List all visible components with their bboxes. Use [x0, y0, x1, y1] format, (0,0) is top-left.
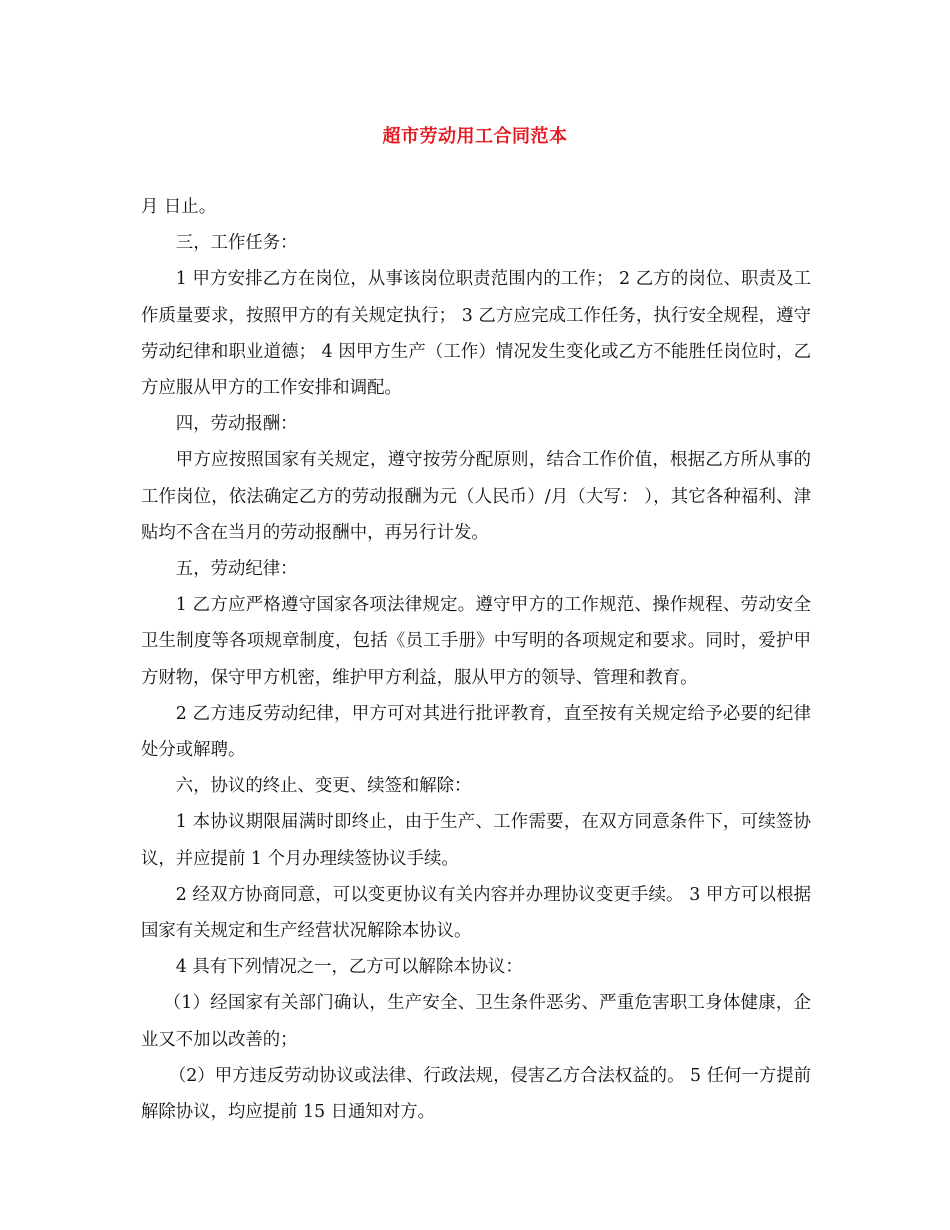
paragraph-discipline-1: 1 乙方应严格遵守国家各项法律规定。遵守甲方的工作规范、操作规程、劳动安全卫生制度等各项规章制度，包括《员工手册》中写明的各项规定和要求。同时，爱护甲方财物，保守甲方机密，维护甲方利益，服从甲方的领导、管理和教育。 [141, 595, 811, 688]
section-heading-remuneration: 四，劳动报酬： [175, 414, 298, 435]
paragraph-work-tasks: 1 甲方安排乙方在岗位，从事该岗位职责范围内的工作； 2 乙方的岗位、职责及工作质量要求，按照甲方的有关规定执行； 3 乙方应完成工作任务，执行安全规程，遵守劳动纪律和职业道德； 4 因甲方生产（工作）情况发生变化或乙方不能胜任岗位时，乙方应服从甲方的工作安排和调配。 [141, 269, 811, 399]
list-item-condition-2: （2）甲方违反劳动协议或法律、行政法规，侵害乙方合法权益的。 5 任何一方提前解除协议，均应提前 15 日通知对方。 [141, 1065, 811, 1123]
paragraph-discipline-2: 2 乙方违反劳动纪律，甲方可对其进行批评教育，直至按有关规定给予必要的纪律处分或解聘。 [141, 703, 811, 761]
paragraph-termination-2: 2 经双方协商同意，可以变更协议有关内容并办理协议变更手续。 3 甲方可以根据国家有关规定和生产经营状况解除本协议。 [141, 884, 811, 942]
document-title: 超市劳动用工合同范本 [382, 126, 568, 147]
section-heading-termination: 六，协议的终止、变更、续签和解除： [175, 776, 472, 797]
paragraph-remuneration: 甲方应按照国家有关规定，遵守按劳分配原则，结合工作价值，根据乙方所从事的工作岗位，依法确定乙方的劳动报酬为元（人民币）/月（大写： ），其它各种福利、津贴均不含在当月的劳动报酬中，再另行计发。 [141, 450, 811, 543]
section-heading-discipline: 五，劳动纪律： [175, 559, 298, 580]
section-heading-work-tasks: 三，工作任务： [175, 233, 298, 254]
paragraph-date-end: 月 日止。 [141, 197, 217, 217]
document-body [141, 189, 811, 1130]
paragraph-termination-4: 4 具有下列情况之一，乙方可以解除本协议： [175, 957, 523, 978]
paragraph-termination-1: 1 本协议期限届满时即终止，由于生产、工作需要，在双方同意条件下，可续签协议，并应提前 1 个月办理续签协议手续。 [141, 812, 811, 869]
list-item-condition-1: （1）经国家有关部门确认，生产安全、卫生条件恶劣、严重危害职工身体健康，企业又不加以改善的； [141, 993, 811, 1050]
